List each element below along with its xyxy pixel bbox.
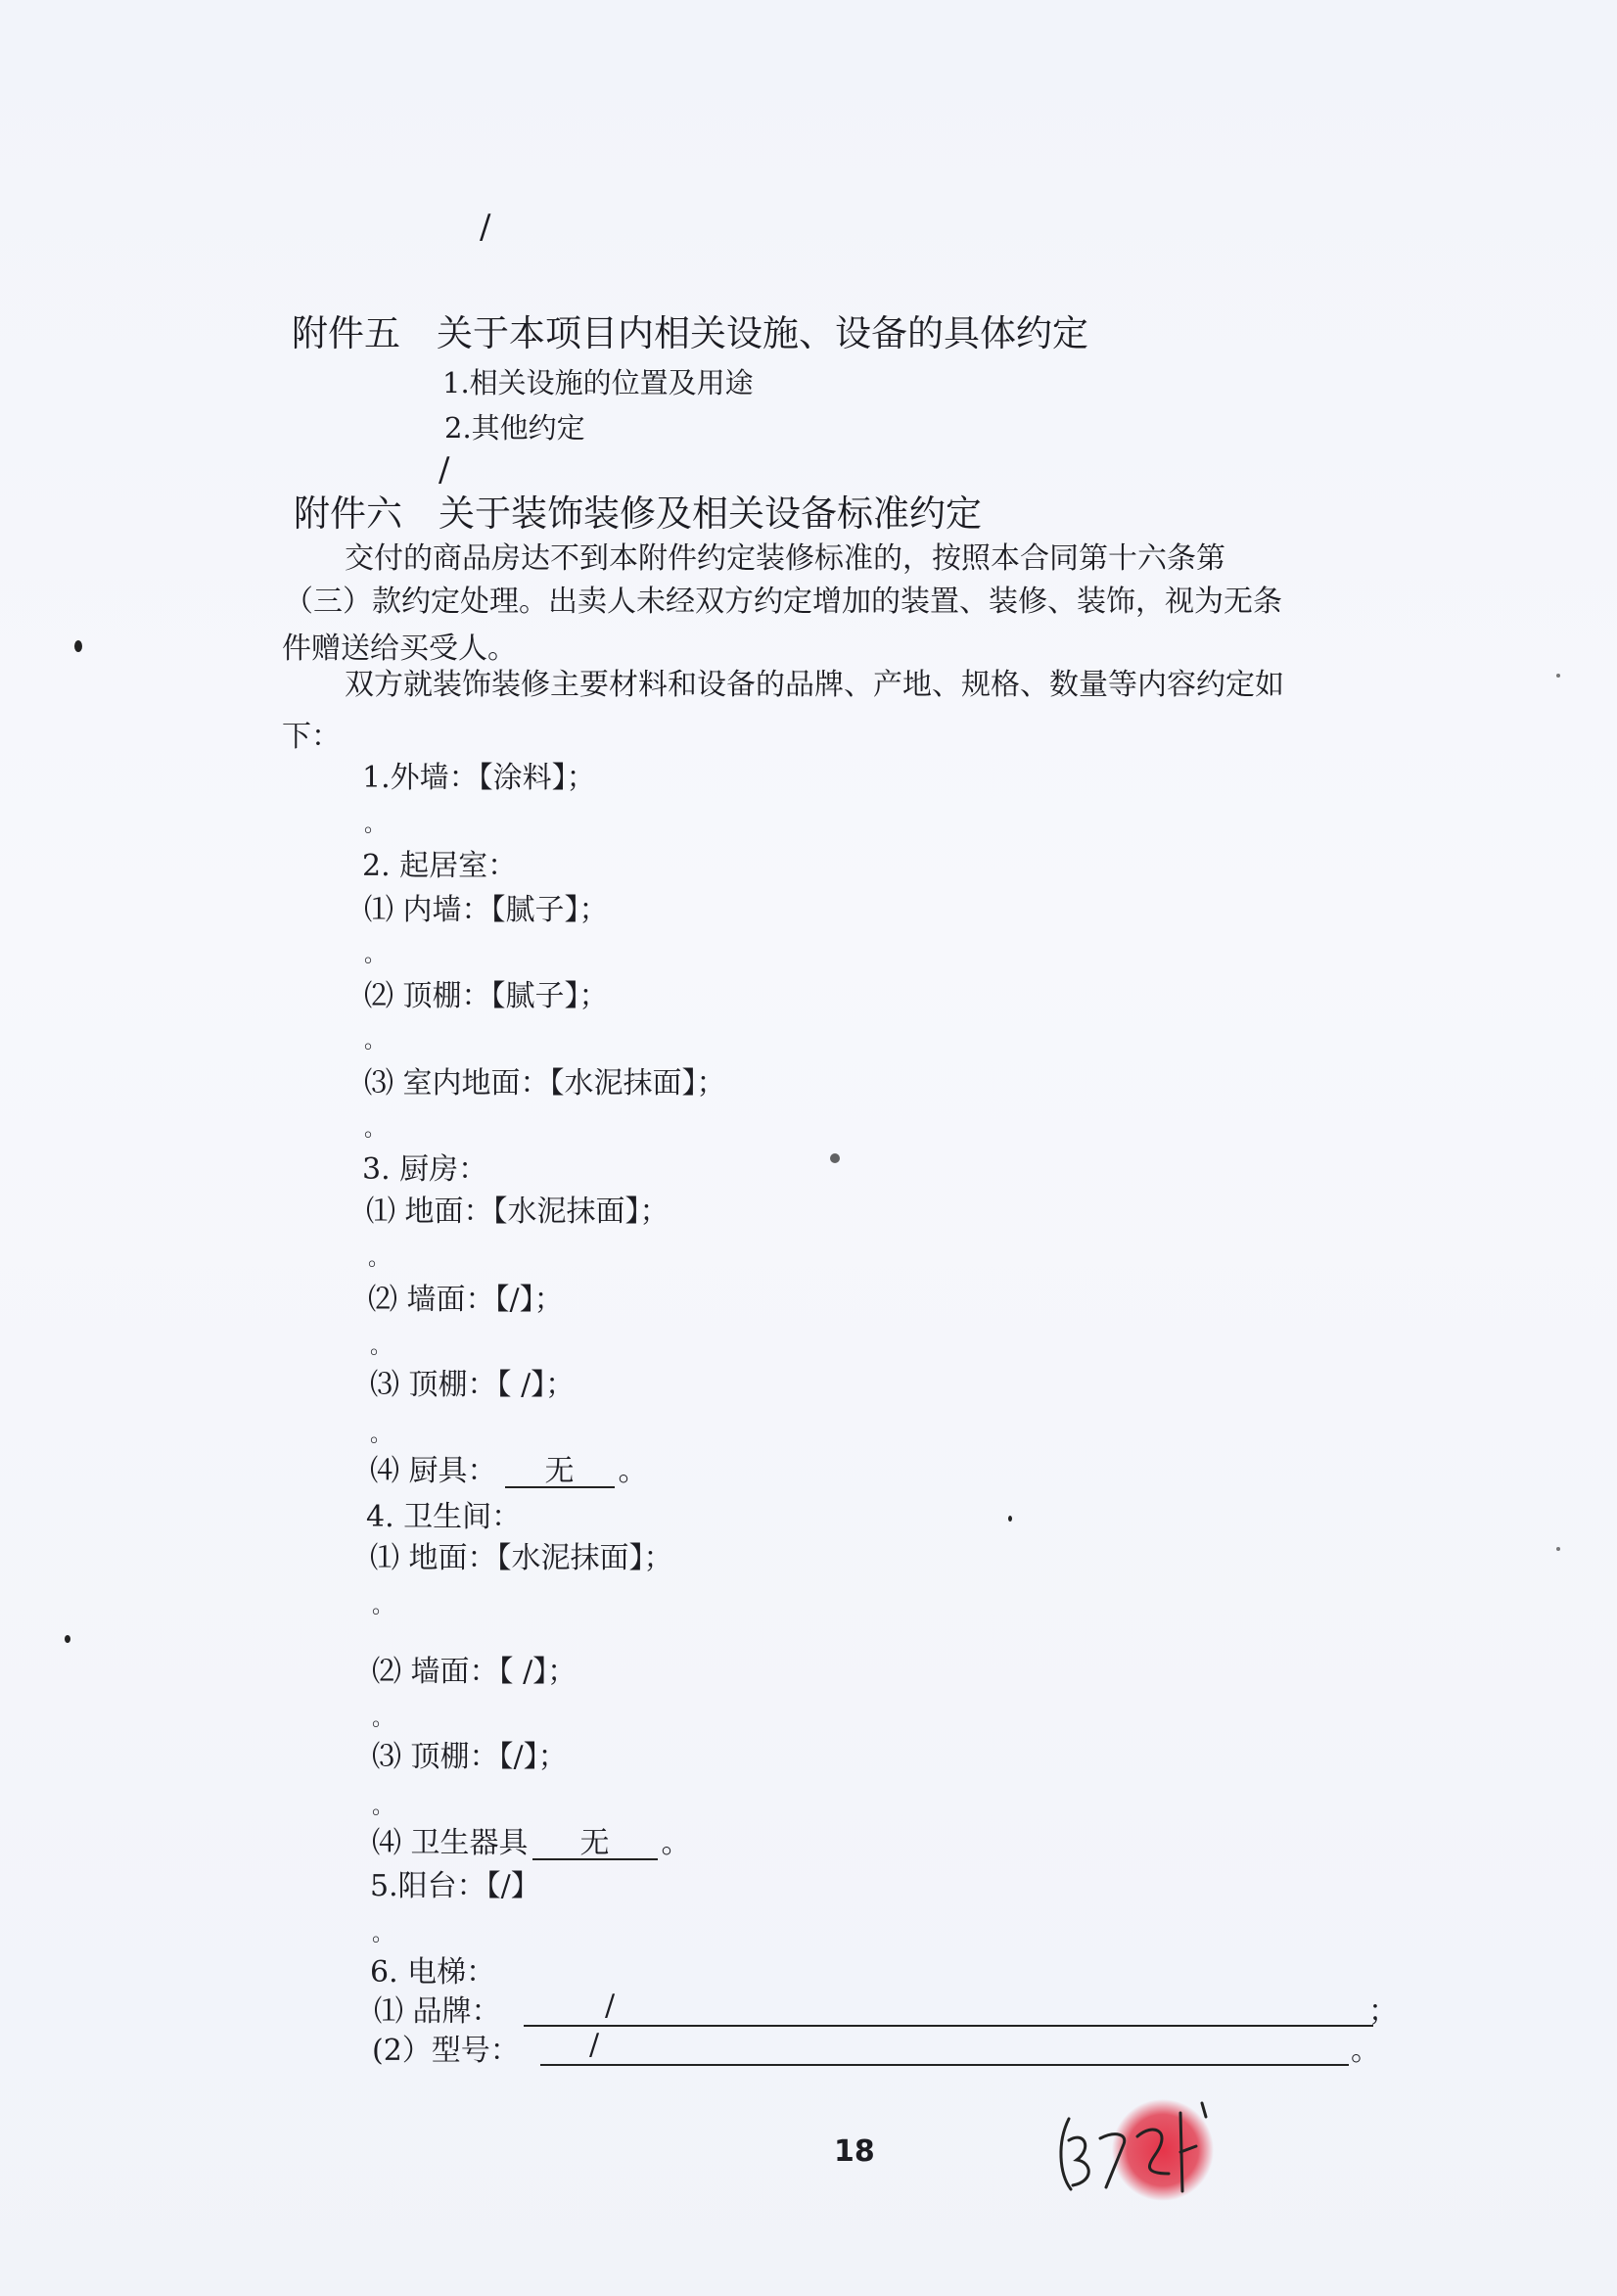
period-mark: 。 — [372, 1594, 394, 1618]
item-balcony: 5.阳台：【/】 — [370, 1869, 540, 1903]
attachment6-para1-line1: 交付的商品房达不到本附件约定装修标准的，按照本合同第十六条第 — [345, 541, 1225, 576]
item-kitchen-appliance — [370, 1454, 648, 1488]
period-mark: 。 — [618, 1454, 648, 1488]
period-mark: 。 — [364, 943, 387, 967]
period-mark: 。 — [370, 1335, 393, 1359]
elevator-model-value: / — [589, 2028, 600, 2062]
item-living-wall: ⑴ 内墙：【腻子】； — [364, 893, 609, 927]
item-kitchen-wall: ⑵ 墙面：【/】； — [368, 1283, 564, 1317]
attachment6-para2-line1: 双方就装饰装修主要材料和设备的品牌、产地、规格、数量等内容约定如 — [345, 668, 1284, 702]
item-elevator: 6. 电梯： — [370, 1955, 496, 1990]
scan-speck — [1008, 1516, 1012, 1522]
scan-speck — [1556, 674, 1560, 678]
elevator-model-underline — [540, 2064, 1349, 2066]
item-kitchen-floor: ⑴ 地面：【水泥抹面】； — [366, 1195, 670, 1229]
scan-speck — [830, 1153, 840, 1163]
attachment5-slash: / — [439, 450, 450, 490]
scan-speck — [74, 640, 82, 652]
elevator-model-label: (2）型号： — [372, 2034, 520, 2068]
period-mark: 。 — [364, 813, 387, 837]
period-mark: 。 — [372, 1707, 394, 1731]
item-bath-fixture — [372, 1826, 691, 1860]
elevator-brand-end: ； — [1368, 1994, 1398, 2029]
attachment6-title: 附件六 关于装饰装修及相关设备标准约定 — [294, 492, 982, 535]
period-mark: 。 — [370, 1423, 393, 1447]
item-kitchen-ceiling: ⑶ 顶棚：【 /】； — [370, 1368, 576, 1402]
period-mark: 。 — [661, 1826, 691, 1860]
period-mark: 。 — [372, 1922, 394, 1946]
attachment5-item1: 1.相关设施的位置及用途 — [442, 366, 754, 399]
attachment5-item2: 2.其他约定 — [444, 411, 585, 445]
item-living: 2. 起居室： — [362, 849, 518, 883]
item-bath-floor: ⑴ 地面：【水泥抹面】； — [370, 1541, 673, 1575]
elevator-brand-value: / — [605, 1989, 616, 2023]
item-living-ceiling: ⑵ 顶棚：【腻子】； — [364, 979, 609, 1013]
period-mark: 。 — [364, 1117, 387, 1142]
attachment5-title: 附件五 关于本项目内相关设施、设备的具体约定 — [292, 312, 1088, 354]
period-mark: 。 — [364, 1029, 387, 1054]
period-mark: 。 — [372, 1795, 394, 1819]
signature-seal-icon — [1047, 2084, 1224, 2211]
period-mark: 。 — [368, 1246, 391, 1271]
elevator-model-end: 。 — [1351, 2034, 1380, 2068]
bath-fixture-label: ⑷ 卫生器具 — [372, 1826, 529, 1860]
scan-speck — [65, 1635, 70, 1643]
kitchen-appliance-value: 无 — [505, 1457, 615, 1488]
elevator-brand-label: ⑴ 品牌： — [374, 1994, 501, 2029]
attachment6-para1-line3: 件赠送给买受人。 — [282, 632, 517, 666]
item-exterior: 1.外墙：【涂料】； — [362, 761, 596, 795]
item-bath-wall: ⑵ 墙面：【 /】； — [372, 1655, 578, 1689]
attachment6-para1-line2: （三）款约定处理。出卖人未经双方约定增加的装置、装修、装饰，视为无条 — [284, 585, 1282, 619]
scan-speck — [1556, 1547, 1560, 1551]
item-bath-ceiling: ⑶ 顶棚：【/】； — [372, 1740, 568, 1774]
attachment6-para2-line2: 下： — [282, 720, 341, 754]
item-living-floor: ⑶ 室内地面：【水泥抹面】； — [364, 1066, 726, 1101]
item-kitchen: 3. 厨房： — [362, 1152, 488, 1187]
bath-fixture-value: 无 — [532, 1829, 658, 1860]
page-number: 18 — [834, 2134, 875, 2169]
item-bathroom: 4. 卫生间： — [366, 1500, 522, 1534]
kitchen-appliance-label: ⑷ 厨具： — [370, 1454, 497, 1488]
elevator-brand-underline — [524, 2025, 1373, 2027]
top-slash: / — [480, 208, 491, 247]
